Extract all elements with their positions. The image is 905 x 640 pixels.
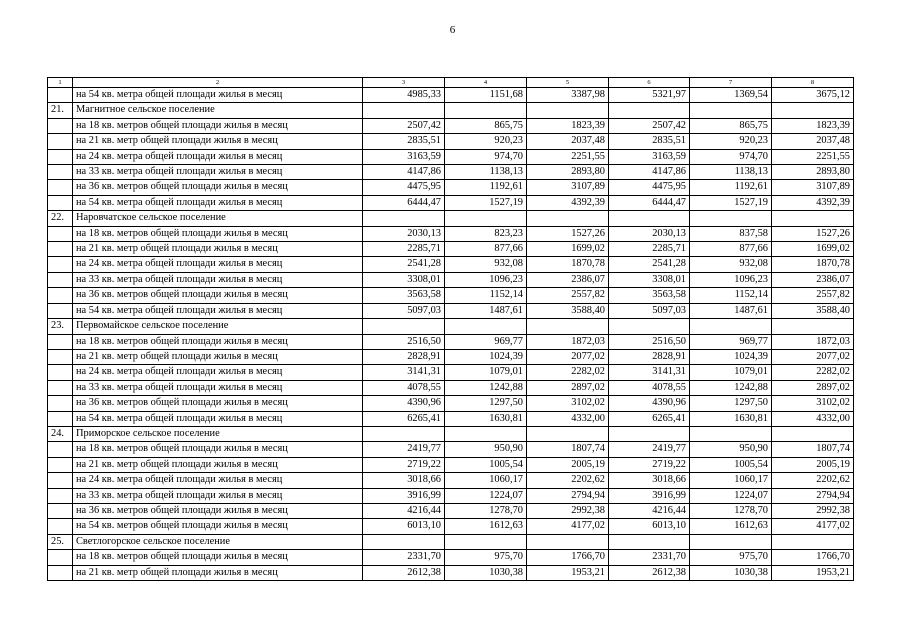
row-index — [48, 226, 73, 241]
value-cell — [445, 103, 527, 118]
settlement-name: Наровчатское сельское поселение — [73, 211, 363, 226]
row-index: 24. — [48, 426, 73, 441]
value-cell: 920,23 — [690, 134, 772, 149]
row-label: на 21 кв. метр общей площади жилья в месяц — [73, 134, 363, 149]
row-label: на 36 кв. метров общей площади жилья в месяц — [73, 396, 363, 411]
value-cell: 2828,91 — [363, 349, 445, 364]
value-cell: 2077,02 — [772, 349, 854, 364]
value-cell — [527, 211, 609, 226]
column-number: 4 — [445, 78, 527, 88]
value-cell — [772, 319, 854, 334]
value-cell — [363, 103, 445, 118]
value-cell: 1699,02 — [772, 242, 854, 257]
value-cell — [609, 211, 690, 226]
value-cell: 1138,13 — [690, 165, 772, 180]
value-cell: 6444,47 — [363, 195, 445, 210]
table-row — [48, 134, 854, 149]
value-cell: 4147,86 — [609, 165, 690, 180]
settlement-name: Светлогорское сельское поселение — [73, 534, 363, 549]
value-cell: 2557,82 — [527, 288, 609, 303]
value-cell: 1192,61 — [690, 180, 772, 195]
value-cell: 2557,82 — [772, 288, 854, 303]
row-label: на 21 кв. метр общей площади жилья в месяц — [73, 565, 363, 580]
row-index: 23. — [48, 319, 73, 334]
column-number: 5 — [527, 78, 609, 88]
value-cell: 1060,17 — [690, 473, 772, 488]
table-row — [48, 519, 854, 534]
value-cell: 2030,13 — [363, 226, 445, 241]
value-cell: 1487,61 — [690, 303, 772, 318]
value-cell: 975,70 — [445, 550, 527, 565]
row-index — [48, 365, 73, 380]
value-cell: 1152,14 — [445, 288, 527, 303]
value-cell: 3102,02 — [527, 396, 609, 411]
row-index — [48, 303, 73, 318]
row-label: на 54 кв. метра общей площади жилья в месяц — [73, 303, 363, 318]
row-label: на 33 кв. метра общей площади жилья в месяц — [73, 165, 363, 180]
value-cell: 1224,07 — [445, 488, 527, 503]
table-row — [48, 473, 854, 488]
value-cell: 4390,96 — [363, 396, 445, 411]
value-cell: 1138,13 — [445, 165, 527, 180]
value-cell: 2331,70 — [609, 550, 690, 565]
value-cell: 2251,55 — [527, 149, 609, 164]
row-index — [48, 565, 73, 580]
value-cell: 3141,31 — [363, 365, 445, 380]
row-label: на 21 кв. метр общей площади жилья в месяц — [73, 349, 363, 364]
row-index — [48, 242, 73, 257]
value-cell: 932,08 — [690, 257, 772, 272]
row-index — [48, 488, 73, 503]
value-cell: 3675,12 — [772, 88, 854, 103]
row-index — [48, 288, 73, 303]
value-cell — [609, 319, 690, 334]
row-label: на 36 кв. метров общей площади жилья в месяц — [73, 503, 363, 518]
value-cell: 2030,13 — [609, 226, 690, 241]
value-cell — [609, 426, 690, 441]
value-cell: 1242,88 — [690, 380, 772, 395]
row-label: на 21 кв. метр общей площади жилья в месяц — [73, 242, 363, 257]
value-cell: 1527,19 — [445, 195, 527, 210]
table-row — [48, 503, 854, 518]
value-cell: 1612,63 — [445, 519, 527, 534]
value-cell — [527, 426, 609, 441]
value-cell: 2005,19 — [527, 457, 609, 472]
value-cell: 5097,03 — [363, 303, 445, 318]
value-cell: 2419,77 — [609, 442, 690, 457]
row-index — [48, 457, 73, 472]
section-row — [48, 211, 854, 226]
value-cell: 2282,02 — [527, 365, 609, 380]
value-cell: 1766,70 — [772, 550, 854, 565]
value-cell: 1369,54 — [690, 88, 772, 103]
value-cell: 4147,86 — [363, 165, 445, 180]
value-cell: 2992,38 — [772, 503, 854, 518]
value-cell: 975,70 — [690, 550, 772, 565]
column-number-row — [48, 78, 854, 88]
value-cell: 3916,99 — [609, 488, 690, 503]
table-row — [48, 118, 854, 133]
value-cell: 2251,55 — [772, 149, 854, 164]
value-cell: 865,75 — [690, 118, 772, 133]
row-label: на 36 кв. метров общей площади жилья в месяц — [73, 180, 363, 195]
row-label: на 36 кв. метров общей площади жилья в месяц — [73, 288, 363, 303]
value-cell: 1527,19 — [690, 195, 772, 210]
value-cell: 2897,02 — [772, 380, 854, 395]
value-cell: 2893,80 — [772, 165, 854, 180]
value-cell — [609, 534, 690, 549]
value-cell: 4078,55 — [363, 380, 445, 395]
value-cell: 3102,02 — [772, 396, 854, 411]
table-row — [48, 149, 854, 164]
column-number: 6 — [609, 78, 690, 88]
value-cell: 2037,48 — [772, 134, 854, 149]
row-index — [48, 272, 73, 287]
row-label: на 54 кв. метра общей площади жилья в месяц — [73, 88, 363, 103]
row-label: на 54 кв. метра общей площади жилья в месяц — [73, 195, 363, 210]
value-cell: 3588,40 — [772, 303, 854, 318]
value-cell: 2992,38 — [527, 503, 609, 518]
value-cell: 3107,89 — [772, 180, 854, 195]
table-row — [48, 165, 854, 180]
value-cell: 974,70 — [445, 149, 527, 164]
table-row — [48, 442, 854, 457]
value-cell: 837,58 — [690, 226, 772, 241]
value-cell: 1630,81 — [690, 411, 772, 426]
section-row — [48, 426, 854, 441]
row-index — [48, 550, 73, 565]
table-row — [48, 365, 854, 380]
table-row — [48, 380, 854, 395]
value-cell: 3387,98 — [527, 88, 609, 103]
settlement-name: Первомайское сельское поселение — [73, 319, 363, 334]
row-label: на 18 кв. метров общей площади жилья в месяц — [73, 550, 363, 565]
value-cell: 877,66 — [445, 242, 527, 257]
row-index — [48, 503, 73, 518]
value-cell: 1096,23 — [445, 272, 527, 287]
row-label: на 24 кв. метра общей площади жилья в месяц — [73, 149, 363, 164]
value-cell: 2037,48 — [527, 134, 609, 149]
value-cell: 4392,39 — [527, 195, 609, 210]
row-index — [48, 473, 73, 488]
value-cell: 1242,88 — [445, 380, 527, 395]
value-cell — [772, 103, 854, 118]
row-label: на 18 кв. метров общей площади жилья в месяц — [73, 442, 363, 457]
value-cell: 2077,02 — [527, 349, 609, 364]
value-cell: 1024,39 — [445, 349, 527, 364]
value-cell: 2893,80 — [527, 165, 609, 180]
value-cell: 3018,66 — [609, 473, 690, 488]
value-cell: 2282,02 — [772, 365, 854, 380]
value-cell: 2897,02 — [527, 380, 609, 395]
row-index — [48, 165, 73, 180]
value-cell: 3018,66 — [363, 473, 445, 488]
value-cell: 2794,94 — [772, 488, 854, 503]
value-cell: 1807,74 — [772, 442, 854, 457]
value-cell: 1030,38 — [690, 565, 772, 580]
value-cell: 2541,28 — [609, 257, 690, 272]
value-cell: 1079,01 — [690, 365, 772, 380]
value-cell: 4332,00 — [527, 411, 609, 426]
table-row — [48, 180, 854, 195]
value-cell: 950,90 — [690, 442, 772, 457]
value-cell: 4216,44 — [363, 503, 445, 518]
value-cell: 2612,38 — [363, 565, 445, 580]
value-cell: 865,75 — [445, 118, 527, 133]
row-label: на 33 кв. метра общей площади жилья в месяц — [73, 380, 363, 395]
value-cell — [772, 534, 854, 549]
section-row — [48, 534, 854, 549]
value-cell: 1766,70 — [527, 550, 609, 565]
value-cell: 920,23 — [445, 134, 527, 149]
row-label: на 24 кв. метра общей площади жилья в месяц — [73, 365, 363, 380]
value-cell: 1870,78 — [772, 257, 854, 272]
table-row — [48, 565, 854, 580]
row-index: 22. — [48, 211, 73, 226]
value-cell: 3563,58 — [363, 288, 445, 303]
row-index — [48, 195, 73, 210]
value-cell: 1823,39 — [527, 118, 609, 133]
value-cell: 4475,95 — [609, 180, 690, 195]
value-cell: 974,70 — [690, 149, 772, 164]
table-row — [48, 303, 854, 318]
value-cell: 3107,89 — [527, 180, 609, 195]
value-cell: 1870,78 — [527, 257, 609, 272]
value-cell: 1872,03 — [772, 334, 854, 349]
table-row — [48, 349, 854, 364]
value-cell: 3163,59 — [609, 149, 690, 164]
value-cell: 2419,77 — [363, 442, 445, 457]
table-row — [48, 257, 854, 272]
row-index — [48, 519, 73, 534]
value-cell: 1024,39 — [690, 349, 772, 364]
table-row — [48, 488, 854, 503]
row-index — [48, 180, 73, 195]
value-cell: 1192,61 — [445, 180, 527, 195]
value-cell — [690, 426, 772, 441]
value-cell: 1953,21 — [527, 565, 609, 580]
value-cell: 2386,07 — [527, 272, 609, 287]
table-row — [48, 272, 854, 287]
value-cell — [527, 103, 609, 118]
value-cell — [445, 319, 527, 334]
value-cell — [363, 319, 445, 334]
table-row — [48, 288, 854, 303]
row-index: 25. — [48, 534, 73, 549]
value-cell: 2507,42 — [609, 118, 690, 133]
value-cell: 877,66 — [690, 242, 772, 257]
value-cell: 3916,99 — [363, 488, 445, 503]
value-cell: 6265,41 — [363, 411, 445, 426]
table-row — [48, 88, 854, 103]
table-row — [48, 195, 854, 210]
row-index — [48, 411, 73, 426]
value-cell — [363, 211, 445, 226]
value-cell: 1699,02 — [527, 242, 609, 257]
row-index — [48, 149, 73, 164]
row-label: на 18 кв. метров общей площади жилья в месяц — [73, 334, 363, 349]
value-cell: 1487,61 — [445, 303, 527, 318]
value-cell: 4216,44 — [609, 503, 690, 518]
table-row — [48, 550, 854, 565]
row-index — [48, 349, 73, 364]
value-cell — [772, 211, 854, 226]
value-cell: 1030,38 — [445, 565, 527, 580]
value-cell: 1807,74 — [527, 442, 609, 457]
row-index — [48, 396, 73, 411]
value-cell — [690, 534, 772, 549]
value-cell: 1630,81 — [445, 411, 527, 426]
value-cell: 2541,28 — [363, 257, 445, 272]
value-cell: 1005,54 — [445, 457, 527, 472]
row-label: на 18 кв. метров общей площади жилья в месяц — [73, 118, 363, 133]
table-row — [48, 411, 854, 426]
value-cell: 3308,01 — [363, 272, 445, 287]
row-index — [48, 257, 73, 272]
value-cell: 4332,00 — [772, 411, 854, 426]
value-cell — [690, 103, 772, 118]
value-cell: 6013,10 — [363, 519, 445, 534]
value-cell: 2386,07 — [772, 272, 854, 287]
value-cell — [363, 534, 445, 549]
value-cell: 4392,39 — [772, 195, 854, 210]
value-cell: 3163,59 — [363, 149, 445, 164]
value-cell: 2794,94 — [527, 488, 609, 503]
value-cell: 1872,03 — [527, 334, 609, 349]
value-cell: 5321,97 — [609, 88, 690, 103]
value-cell: 6013,10 — [609, 519, 690, 534]
value-cell: 2835,51 — [363, 134, 445, 149]
value-cell: 2516,50 — [363, 334, 445, 349]
value-cell: 1060,17 — [445, 473, 527, 488]
value-cell: 2719,22 — [363, 457, 445, 472]
row-label: на 18 кв. метров общей площади жилья в месяц — [73, 226, 363, 241]
section-row — [48, 103, 854, 118]
row-label: на 24 кв. метра общей площади жилья в месяц — [73, 473, 363, 488]
value-cell: 1297,50 — [445, 396, 527, 411]
value-cell: 932,08 — [445, 257, 527, 272]
row-index: 21. — [48, 103, 73, 118]
value-cell: 1527,26 — [772, 226, 854, 241]
value-cell: 823,23 — [445, 226, 527, 241]
settlement-name: Магнитное сельское поселение — [73, 103, 363, 118]
value-cell: 4078,55 — [609, 380, 690, 395]
value-cell — [527, 319, 609, 334]
column-number: 3 — [363, 78, 445, 88]
value-cell — [772, 426, 854, 441]
row-index — [48, 134, 73, 149]
value-cell: 1278,70 — [445, 503, 527, 518]
value-cell: 1527,26 — [527, 226, 609, 241]
row-index — [48, 118, 73, 133]
value-cell: 5097,03 — [609, 303, 690, 318]
value-cell: 4177,02 — [772, 519, 854, 534]
value-cell: 2285,71 — [609, 242, 690, 257]
column-number: 2 — [73, 78, 363, 88]
value-cell: 1278,70 — [690, 503, 772, 518]
value-cell: 2507,42 — [363, 118, 445, 133]
row-label: на 33 кв. метра общей площади жилья в месяц — [73, 488, 363, 503]
value-cell: 2612,38 — [609, 565, 690, 580]
table-row — [48, 396, 854, 411]
row-index — [48, 442, 73, 457]
value-cell: 4390,96 — [609, 396, 690, 411]
page-number: 6 — [449, 24, 456, 36]
row-index — [48, 88, 73, 103]
row-index — [48, 380, 73, 395]
section-row — [48, 319, 854, 334]
value-cell: 2835,51 — [609, 134, 690, 149]
value-cell: 2516,50 — [609, 334, 690, 349]
row-index — [48, 334, 73, 349]
value-cell — [527, 534, 609, 549]
value-cell: 1152,14 — [690, 288, 772, 303]
value-cell — [363, 426, 445, 441]
value-cell: 2331,70 — [363, 550, 445, 565]
value-cell: 2005,19 — [772, 457, 854, 472]
column-number: 8 — [772, 78, 854, 88]
row-label: на 33 кв. метра общей площади жилья в месяц — [73, 272, 363, 287]
value-cell: 969,77 — [690, 334, 772, 349]
value-cell: 969,77 — [445, 334, 527, 349]
value-cell: 2285,71 — [363, 242, 445, 257]
value-cell: 1612,63 — [690, 519, 772, 534]
value-cell — [445, 211, 527, 226]
value-cell: 4985,33 — [363, 88, 445, 103]
row-label: на 54 кв. метра общей площади жилья в месяц — [73, 411, 363, 426]
value-cell: 2719,22 — [609, 457, 690, 472]
value-cell: 6265,41 — [609, 411, 690, 426]
value-cell: 2828,91 — [609, 349, 690, 364]
tariff-table — [47, 77, 854, 581]
value-cell: 1151,68 — [445, 88, 527, 103]
value-cell: 2202,62 — [527, 473, 609, 488]
value-cell: 3563,58 — [609, 288, 690, 303]
row-label: на 24 кв. метра общей площади жилья в месяц — [73, 257, 363, 272]
value-cell: 950,90 — [445, 442, 527, 457]
value-cell: 1005,54 — [690, 457, 772, 472]
value-cell — [690, 211, 772, 226]
value-cell: 2202,62 — [772, 473, 854, 488]
value-cell — [445, 426, 527, 441]
value-cell: 4475,95 — [363, 180, 445, 195]
value-cell: 3588,40 — [527, 303, 609, 318]
value-cell: 6444,47 — [609, 195, 690, 210]
value-cell — [609, 103, 690, 118]
value-cell — [690, 319, 772, 334]
column-number: 1 — [48, 78, 73, 88]
table-row — [48, 334, 854, 349]
value-cell: 1953,21 — [772, 565, 854, 580]
value-cell: 1079,01 — [445, 365, 527, 380]
value-cell: 1297,50 — [690, 396, 772, 411]
value-cell: 3141,31 — [609, 365, 690, 380]
value-cell: 4177,02 — [527, 519, 609, 534]
value-cell: 1096,23 — [690, 272, 772, 287]
settlement-name: Приморское сельское поселение — [73, 426, 363, 441]
table-row — [48, 226, 854, 241]
value-cell — [445, 534, 527, 549]
table-row — [48, 242, 854, 257]
column-number: 7 — [690, 78, 772, 88]
row-label: на 54 кв. метров общей площади жилья в месяц — [73, 519, 363, 534]
row-label: на 21 кв. метр общей площади жилья в месяц — [73, 457, 363, 472]
value-cell: 1224,07 — [690, 488, 772, 503]
value-cell: 3308,01 — [609, 272, 690, 287]
value-cell: 1823,39 — [772, 118, 854, 133]
table-row — [48, 457, 854, 472]
